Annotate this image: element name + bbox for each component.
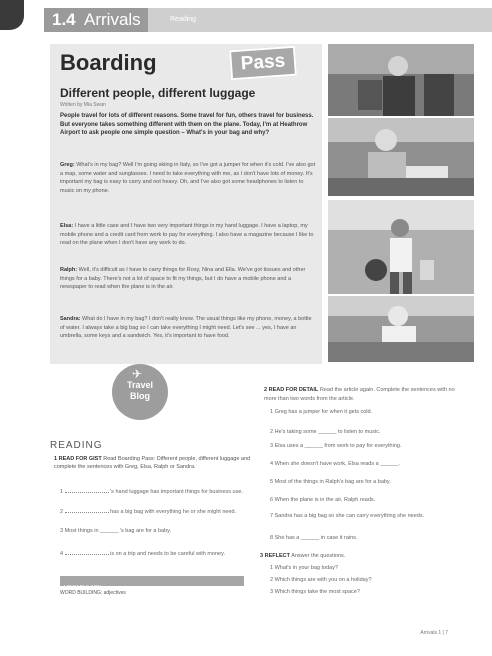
pass-badge-text: Pass <box>240 50 286 75</box>
item-number: 3 <box>270 589 274 595</box>
item-number: 3 <box>270 443 274 449</box>
vocabulary-bar <box>60 576 244 591</box>
speaker-name: Greg: <box>60 162 75 168</box>
item-text: What's in your bag today? <box>274 565 339 571</box>
exercise-2-item <box>270 460 466 469</box>
paragraph-text: I have a little case and I have two very important things in my hand luggage. I have a laptop, my mobile phone and a credit card from work to pay for everything. I also have a magazine because I like to read on the plane when I don't have any work to do. <box>60 223 314 246</box>
exercise-title: REFLECT <box>264 553 290 559</box>
item-text: has a big bag with everything he or she might need. <box>110 509 237 515</box>
item-text: is on a trip and needs to be careful with money. <box>110 551 225 557</box>
exercise-2-item <box>270 534 466 543</box>
item-text: Which things are with you on a holiday? <box>274 577 372 583</box>
paragraph-ralph <box>60 266 316 292</box>
paragraph-sandra <box>60 315 316 341</box>
item-text: He's taking some ______ to listen to music. <box>274 429 381 435</box>
unit-tab <box>0 0 24 30</box>
item-number: 3 <box>60 528 64 534</box>
item-number: 4 <box>60 551 64 557</box>
article-title: Boarding <box>60 50 157 75</box>
article-intro: People travel for lots of different reasons. Some travel for fun, others travel for business. But everyone takes something different with them on the plane. Today, I'm at Heathrow Airport to ask people one simple question – What's in your bag and why? <box>60 113 314 136</box>
exercise-title: READ FOR DETAIL <box>268 387 319 393</box>
travel-blog-badge <box>112 364 168 420</box>
section-bar <box>148 8 492 32</box>
item-text: Which things take the most space? <box>274 589 360 595</box>
exercise-text: Read Boarding Pass: Different people, different luggage and complete the sentences with Greg, Elsa, Ralph or Sandra. <box>54 456 251 470</box>
paragraph-text: What's in my bag? Well I'm going skiing in Italy, so I've got a jumper for when it's cold. I've also got a map, some water and sunglasses. I need to take everything with me, as I don't have lots of money. It's important my bag is easy to carry and not heavy. Oh, and I've also got some headphones to listen to music on my phone. <box>60 162 316 194</box>
item-number: 1 <box>270 409 274 415</box>
exercise-2-item <box>270 512 466 521</box>
exercise-number: 2 <box>264 387 268 393</box>
exercise-number: 1 <box>54 456 58 462</box>
item-number: 1 <box>270 565 274 571</box>
badge-line2: Blog <box>130 391 150 401</box>
paragraph-text: Well, it's difficult as I have to carry things for Rosy, Nina and Ella. We've got tissues and other things for a baby. There's not a lot of space to fit my things, but I do have a mobile phone and a newspaper to read when the plane is in the air. <box>60 267 306 290</box>
exercise-title: READ FOR GIST <box>58 456 102 462</box>
exercise-2-item <box>270 442 466 451</box>
item-number: 2 <box>270 577 274 583</box>
item-text: When the plane is in the air, Ralph reads. <box>274 497 376 503</box>
item-text: When she doesn't have work, Elsa reads a ______. <box>274 461 401 467</box>
exercise-3-item <box>270 588 466 597</box>
unit-header <box>0 0 492 38</box>
item-number: 1 <box>60 489 64 495</box>
item-text: Most of the things in Ralph's bag are for a baby. <box>274 479 391 485</box>
section-label: Reading <box>170 16 197 23</box>
answer-blank[interactable] <box>65 550 109 555</box>
unit-number: 1.4 <box>52 10 76 29</box>
paragraph-elsa <box>60 222 316 248</box>
exercise-1-instructions <box>54 456 254 471</box>
item-text: She has a ______ in case it rains. <box>274 535 358 541</box>
item-number: 8 <box>270 535 274 541</box>
speaker-name: Elsa: <box>60 223 74 229</box>
vocabulary-subheading: WORD BUILDING: adjectives <box>60 590 126 596</box>
exercise-2-item <box>270 496 466 505</box>
item-number: 4 <box>270 461 274 467</box>
answer-blank[interactable] <box>65 488 109 493</box>
item-text: 's hand luggage has important things for business use. <box>110 489 243 495</box>
exercise-3-item <box>270 564 466 573</box>
pass-badge <box>229 46 297 81</box>
photo-traveller-backpack <box>328 44 474 116</box>
photo-businesswoman-laptop <box>328 118 474 196</box>
speaker-name: Sandra: <box>60 316 81 322</box>
paragraph-text: What do I have in my bag? I don't really know. The usual things like my phone, money, a bottle of water. I always take a big bag so I can take everything I might need. Let's see ... yes, I have an umbrella, some keys and a sandwich. Yes, it's important to have food. <box>60 316 312 339</box>
exercise-1-item <box>60 488 250 497</box>
badge-line1: Travel <box>126 380 154 390</box>
item-text: Most things in ______ 's bag are for a baby. <box>64 528 172 534</box>
item-number: 2 <box>60 509 64 515</box>
item-text: Greg has a jumper for when it gets cold. <box>274 409 373 415</box>
item-number: 6 <box>270 497 274 503</box>
photo-father-baby <box>328 200 474 294</box>
exercise-text: Answer the questions. <box>291 553 346 559</box>
article-subtitle: Different people, different luggage <box>60 86 256 100</box>
unit-title: Arrivals <box>84 10 141 29</box>
article-panel <box>50 44 322 364</box>
exercise-2-item <box>270 478 466 487</box>
vocabulary-title: VOCABULARY <box>64 585 102 591</box>
photo-woman-phone <box>328 296 474 362</box>
exercise-number: 3 <box>260 553 264 559</box>
exercise-2-item <box>270 408 466 417</box>
plane-icon: ✈ <box>132 367 143 381</box>
exercise-2-item <box>270 428 466 437</box>
item-text: Sandra has a big bag so she can carry everything she needs. <box>274 513 425 519</box>
paragraph-greg <box>60 161 316 195</box>
item-number: 5 <box>270 479 274 485</box>
item-number: 7 <box>270 513 274 519</box>
speaker-name: Ralph: <box>60 267 78 273</box>
reading-heading: READING <box>50 440 103 451</box>
exercise-text: Read the article again. Complete the sentences with no more than two words from the article. <box>264 387 455 402</box>
exercise-3-instructions <box>260 552 460 561</box>
item-text: Elsa uses a ______ from work to pay for everything. <box>274 443 402 449</box>
exercise-1-item <box>60 550 250 559</box>
page-footer: Arrivals 1 | 7 <box>420 630 448 636</box>
exercise-2-instructions <box>264 386 464 403</box>
exercise-1-item <box>60 528 250 536</box>
item-number: 2 <box>270 429 274 435</box>
article-byline: Written by Mia Swan <box>60 102 106 108</box>
exercise-1-item <box>60 508 250 517</box>
answer-blank[interactable] <box>65 508 109 513</box>
exercise-3-item <box>270 576 466 585</box>
